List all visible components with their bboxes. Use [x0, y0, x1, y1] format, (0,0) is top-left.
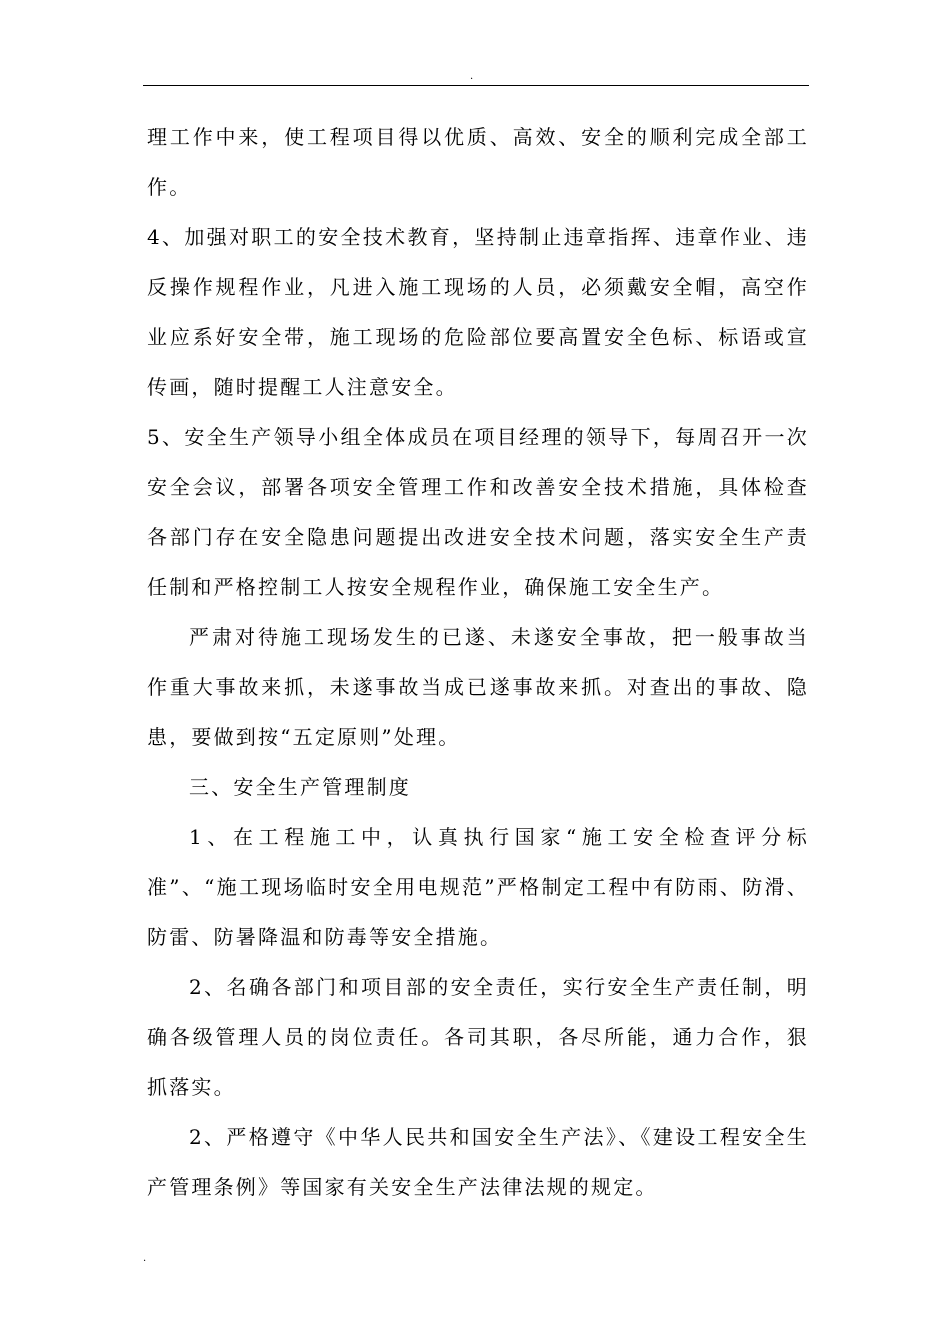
- paragraph-rule-2b: 2、严格遵守《中华人民共和国安全生产法》、《建设工程安全生产管理条例》等国家有关安全生产法律法规的规定。: [147, 1125, 809, 1199]
- paragraph-continuation: 理工作中来，使工程项目得以优质、高效、安全的顺利完成全部工作。: [147, 125, 809, 199]
- header-rule: [143, 85, 809, 86]
- document-body: [147, 112, 809, 1212]
- paragraph-accident-handling: 严肃对待施工现场发生的已遂、未遂安全事故，把一般事故当作重大事故来抓，未遂事故当成已遂事故来抓。对查出的事故、隐患，要做到按“五定原则”处理。: [147, 625, 809, 749]
- footer-dot: .: [143, 1253, 147, 1264]
- header-dot: .: [470, 71, 474, 82]
- paragraph-item-4: 4、加强对职工的安全技术教育，坚持制止违章指挥、违章作业、违反操作规程作业，凡进入施工现场的人员，必须戴安全帽，高空作业应系好安全带，施工现场的危险部位要高置安全色标、标语或宣传画，随时提醒工人注意安全。: [147, 225, 809, 399]
- paragraph-rule-1: 1、在工程施工中，认真执行国家“施工安全检查评分标准”、“施工现场临时安全用电规范”严格制定工程中有防雨、防滑、防雷、防暑降温和防毒等安全措施。: [147, 825, 809, 949]
- section-heading-safety-rules: 三、安全生产管理制度: [189, 775, 411, 799]
- paragraph-rule-2: 2、名确各部门和项目部的安全责任，实行安全生产责任制，明确各级管理人员的岗位责任。各司其职，各尽所能，通力合作，狠抓落实。: [147, 975, 809, 1099]
- paragraph-item-5: 5、安全生产领导小组全体成员在项目经理的领导下，每周召开一次安全会议，部署各项安全管理工作和改善安全技术措施，具体检查各部门存在安全隐患问题提出改进安全技术问题，落实安全生产责任制和严格控制工人按安全规程作业，确保施工安全生产。: [147, 425, 809, 599]
